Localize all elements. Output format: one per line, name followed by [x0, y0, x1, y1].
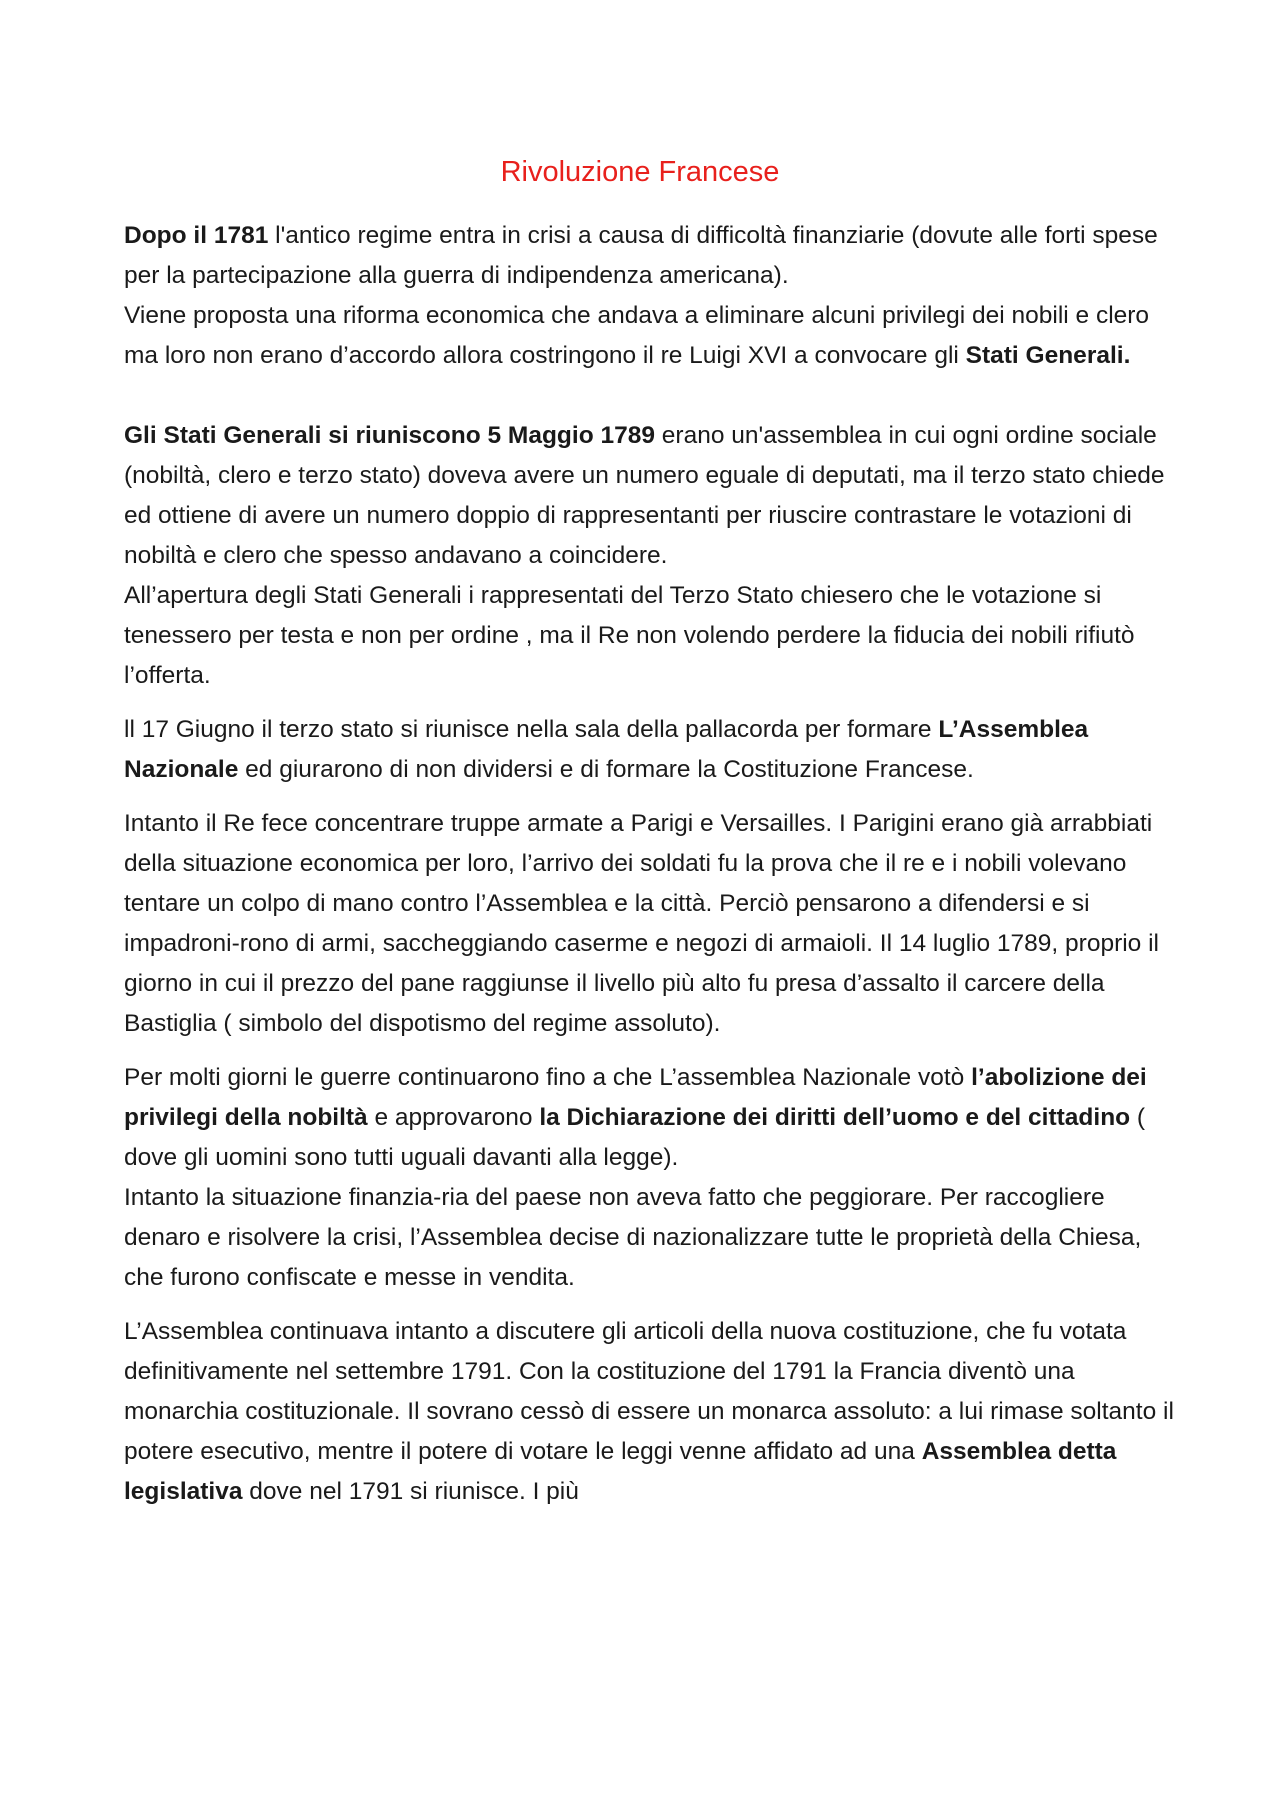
bold-text: Assemblea detta legislativa: [124, 1438, 1117, 1505]
text-span: Per molti giorni le guerre continuarono fino a che L’assemblea Nazionale votò: [124, 1064, 972, 1091]
paragraph-5: [124, 1058, 1174, 1298]
paragraph-2: [124, 416, 1174, 696]
text-span: ed giurarono di non dividersi e di formare la Costituzione Francese.: [238, 756, 974, 783]
bold-text: Gli Stati Generali si riuniscono 5 Maggio 1789: [124, 422, 655, 449]
text-span: Viene proposta una riforma economica che andava a eliminare alcuni privilegi dei nobili e clero ma loro non erano d’accordo allora costringono il re Luigi XVI a convocare gli: [124, 302, 1150, 369]
text-span: Intanto il Re fece concentrare truppe armate a Parigi e Versailles. I Parigini erano già arrabbiati della situazione economica per loro, l’arrivo dei soldati fu la prova che il re e i nobili volevano tentare un colpo di mano contro l’Assemblea e la città. Perciò pensarono a difendersi e si impadroni-rono di armi, saccheggiando caserme e negozi di armaioli. Il 14 luglio 1789, proprio il giorno in cui il prezzo del pane raggiunse il livello più alto fu presa d’assalto il carcere della Bastiglia ( simbolo del dispotismo del regime assoluto).: [124, 810, 1159, 1037]
text-span: L’Assemblea continuava intanto a discutere gli articoli della nuova costituzione, che fu votata definitivamente nel settembre 1791. Con la costituzione del 1791 la Francia diventò una monarchia costituzionale. Il sovrano cessò di essere un monarca assoluto: a lui rimase soltanto il potere esecutivo, mentre il potere di votare le leggi venne affidato ad una: [124, 1318, 1174, 1465]
text-span: dove nel 1791 si riunisce. I più: [242, 1478, 579, 1505]
bold-text: la Dichiarazione dei diritti dell’uomo e del cittadino: [539, 1104, 1131, 1131]
document-title: Rivoluzione Francese: [500, 156, 780, 188]
bold-text: Stati Generali.: [965, 342, 1131, 369]
text-span: erano un'assemblea in cui ogni ordine sociale (nobiltà, clero e terzo stato) doveva avere un numero eguale di deputati, ma il terzo stato chiede ed ottiene di avere un numero doppio di rappresentanti per riuscire contrastare le votazioni di nobiltà e clero che spesso andavano a coincidere.: [124, 422, 1165, 569]
text-span: ( dove gli uomini sono tutti uguali davanti alla legge).: [124, 1104, 1146, 1171]
text-span: Intanto la situazione finanzia-ria del paese non aveva fatto che peggiorare. Per raccogliere denaro e risolvere la crisi, l’Assemblea decise di nazionalizzare tutte le proprietà della Chiesa, che furono confiscate e messe in vendita.: [124, 1184, 1142, 1291]
document-body: [124, 216, 1174, 1512]
paragraph-3: [124, 710, 1174, 790]
paragraph-1: [124, 216, 1174, 376]
text-span: All’apertura degli Stati Generali i rappresentati del Terzo Stato chiesero che le votazione si tenessero per testa e non per ordine , ma il Re non volendo perdere la fiducia dei nobili rifiutò l’offerta.: [124, 582, 1135, 689]
text-span: ll 17 Giugno il terzo stato si riunisce nella sala della pallacorda per formare: [124, 716, 939, 743]
bold-text: l’abolizione dei privilegi della nobiltà: [124, 1064, 1147, 1131]
text-span: l'antico regime entra in crisi a causa di difficoltà finanziarie (dovute alle forti spese per la partecipazione alla guerra di indipendenza americana).: [124, 222, 1158, 289]
paragraph-4: [124, 804, 1174, 1044]
bold-text: Dopo il 1781: [124, 222, 269, 249]
paragraph-6: [124, 1312, 1174, 1512]
text-span: e approvarono: [367, 1104, 540, 1131]
bold-text: L’Assemblea Nazionale: [124, 716, 1089, 783]
